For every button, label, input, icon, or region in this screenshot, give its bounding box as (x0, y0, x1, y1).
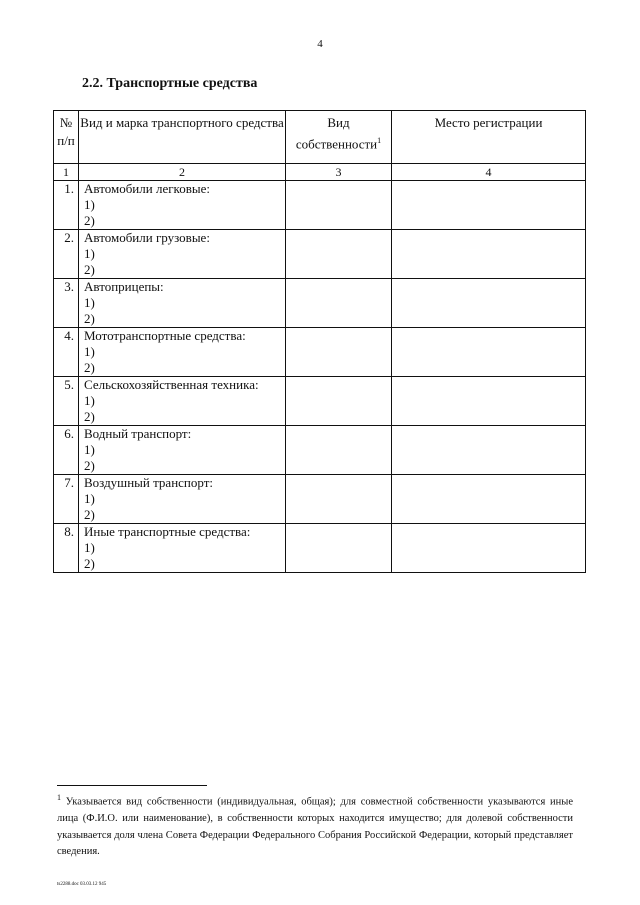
registration-cell (392, 181, 586, 230)
vehicle-sub-item: 1) (84, 491, 95, 506)
footnote-text: Указывается вид собственности (индивидуальная, общая); для совместной собственности указываются иные лица (Ф.И.О. или наименование), в собственности которых находится имущество; для долевой собственности указывается доля члена Совета Федерации Федерального Собрания Российской Федерации, который представляет сведения. (57, 796, 573, 857)
vehicle-sub-item: 1) (84, 344, 95, 359)
ownership-cell (286, 181, 392, 230)
vehicle-type-title: Мототранспортные средства: (84, 328, 246, 343)
ownership-cell (286, 426, 392, 475)
vehicle-type-title: Воздушный транспорт: (84, 475, 214, 490)
vehicle-sub-item: 1) (84, 393, 95, 408)
registration-cell (392, 377, 586, 426)
vehicle-sub-item: 1) (84, 540, 95, 555)
vehicle-sub-item: 2) (84, 556, 95, 571)
vehicle-sub-item: 2) (84, 262, 95, 277)
row-number: 3. (54, 279, 79, 328)
table-row (54, 475, 586, 524)
table-row (54, 181, 586, 230)
header-num: № п/п (54, 111, 79, 164)
footnote-marker: 1 (57, 793, 61, 802)
header-type-brand: Вид и марка транспортного средства (79, 111, 286, 164)
row-number: 1. (54, 181, 79, 230)
column-number: 4 (392, 164, 586, 181)
vehicle-type-cell (79, 181, 286, 230)
vehicle-sub-item: 1) (84, 442, 95, 457)
vehicle-sub-item: 2) (84, 360, 95, 375)
row-number: 4. (54, 328, 79, 377)
table-row (54, 524, 586, 573)
registration-cell (392, 328, 586, 377)
row-number: 8. (54, 524, 79, 573)
vehicle-type-title: Водный транспорт: (84, 426, 192, 441)
row-number: 5. (54, 377, 79, 426)
registration-cell (392, 524, 586, 573)
registration-cell (392, 230, 586, 279)
vehicle-sub-item: 2) (84, 507, 95, 522)
vehicle-type-title: Автомобили грузовые: (84, 230, 210, 245)
vehicle-type-cell (79, 426, 286, 475)
vehicle-sub-item: 2) (84, 458, 95, 473)
registration-cell (392, 426, 586, 475)
page-number: 4 (317, 38, 323, 50)
vehicle-sub-item: 1) (84, 295, 95, 310)
ownership-cell (286, 377, 392, 426)
row-number: 7. (54, 475, 79, 524)
vehicle-sub-item: 1) (84, 197, 95, 212)
table-row (54, 279, 586, 328)
vehicle-sub-item: 2) (84, 213, 95, 228)
footnote-divider (57, 785, 207, 786)
footnote (57, 790, 573, 861)
table-header-row (54, 111, 586, 164)
table-row (54, 328, 586, 377)
vehicle-type-cell (79, 230, 286, 279)
row-number: 6. (54, 426, 79, 475)
column-number: 3 (286, 164, 392, 181)
column-number: 2 (79, 164, 286, 181)
vehicles-table (53, 110, 586, 573)
table-row (54, 230, 586, 279)
registration-cell (392, 279, 586, 328)
ownership-cell (286, 328, 392, 377)
registration-cell (392, 475, 586, 524)
vehicle-type-cell (79, 328, 286, 377)
table-row (54, 426, 586, 475)
footnote-ref: 1 (377, 136, 382, 145)
ownership-cell (286, 279, 392, 328)
ownership-cell (286, 475, 392, 524)
vehicle-sub-item: 2) (84, 409, 95, 424)
column-number-row (54, 164, 586, 181)
ownership-cell (286, 524, 392, 573)
vehicle-type-cell (79, 279, 286, 328)
vehicle-type-title: Автомобили легковые: (84, 181, 210, 196)
header-ownership-label: Вид собственности (295, 115, 378, 152)
vehicle-sub-item: 1) (84, 246, 95, 261)
footer-code: ts2288.doc 03.03.12 945 (57, 882, 107, 887)
vehicle-type-title: Автоприцепы: (84, 279, 164, 294)
vehicle-type-cell (79, 475, 286, 524)
ownership-cell (286, 230, 392, 279)
section-title: 2.2. Транспортные средства (82, 76, 258, 91)
vehicle-type-cell (79, 524, 286, 573)
vehicle-sub-item: 2) (84, 311, 95, 326)
table-row (54, 377, 586, 426)
vehicle-type-cell (79, 377, 286, 426)
vehicle-type-title: Иные транспортные средства: (84, 524, 251, 539)
vehicle-type-title: Сельскохозяйственная техника: (84, 377, 259, 392)
column-number: 1 (54, 164, 79, 181)
header-ownership (286, 111, 392, 164)
header-registration: Место регистрации (392, 111, 586, 164)
row-number: 2. (54, 230, 79, 279)
